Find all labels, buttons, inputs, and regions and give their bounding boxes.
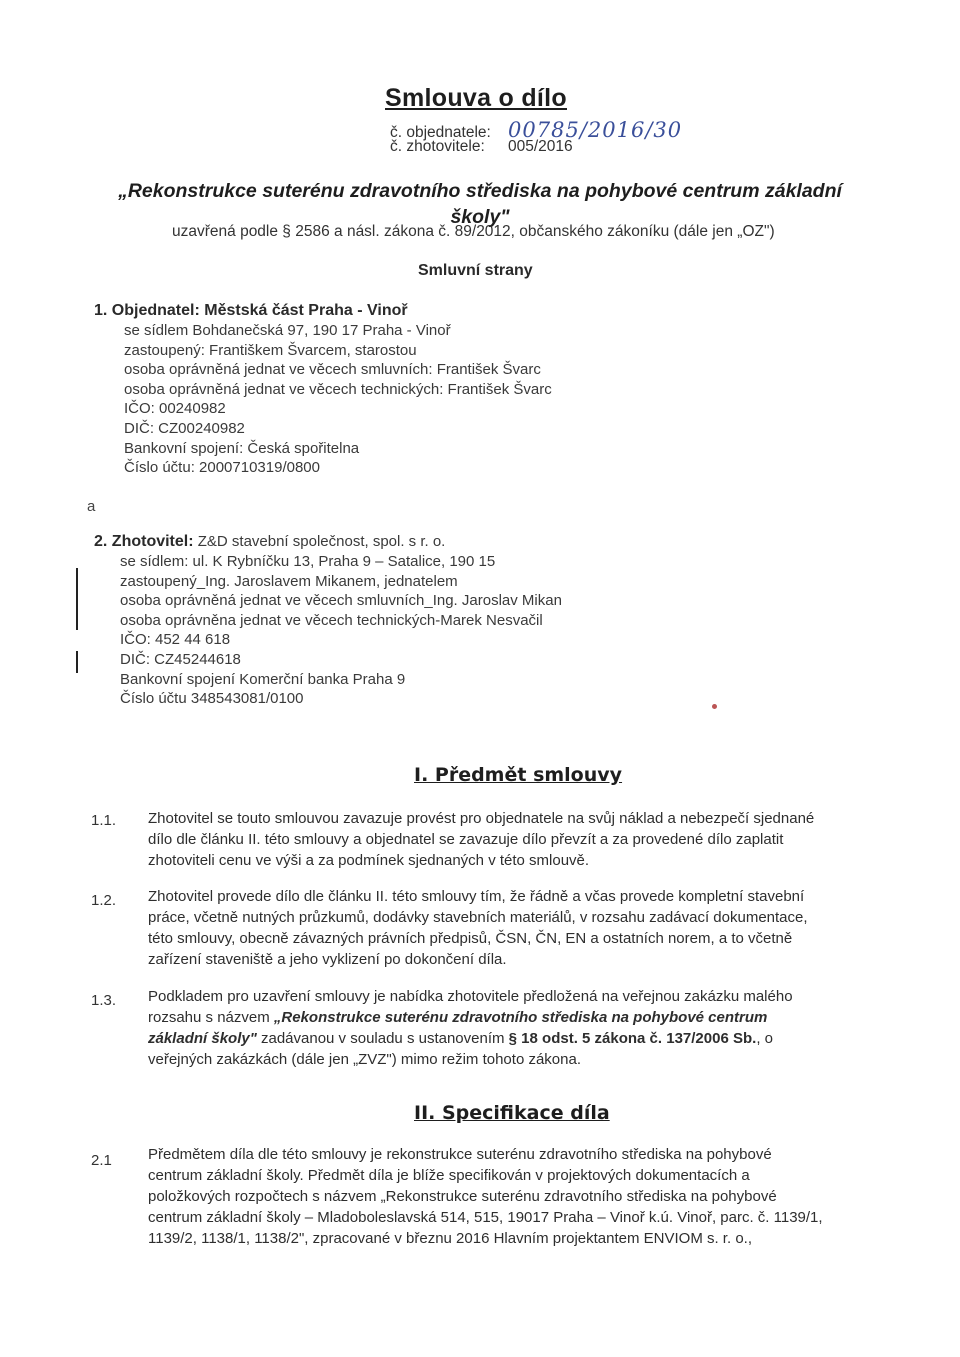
clause-line: centrum základní školy. Předmět díla je blíže specifikován v projektových dokumentacích a [148,1167,750,1184]
clause-number: 1.1. [91,812,117,829]
clause-line: dílo dle článku II. této smlouvy a objednatel se zavazuje dílo převzít a za provedené dílo zaplatit [148,831,784,848]
clause-line: Zhotovitel provede dílo dle článku II. této smlouvy tím, že řádně a včas provede kompletní stavební [148,888,805,905]
party-detail-line: DIČ: CZ00240982 [124,419,245,437]
project-name-end: základní školy" [148,1030,257,1047]
party2-details [120,552,562,709]
clause-line: Podkladem pro uzavření smlouvy je nabídka zhotovitele předložená na veřejnou zakázku malého [148,988,793,1005]
party1-heading: 1. Objednatel: Městská část Praha - Vinoř [94,302,408,319]
clause-line: zhotoviteli cenu ve výši a za podmínek sjednaných v této smlouvě. [148,852,590,869]
clause-text [148,886,873,970]
clause-fragment: , o [756,1030,773,1047]
contractor-number-label: č. zhotovitele: [390,138,485,155]
party-detail-line: zastoupený_Ing. Jaroslavem Mikanem, jednatelem [120,572,458,590]
clause-line: Zhotovitel se touto smlouvou zavazuje provést pro objednatele na svůj náklad a nebezpečí sjednané [148,810,815,827]
clause-line [148,1007,873,1028]
clause-fragment: zadávanou v souladu s ustanovením [256,1030,509,1047]
clause-number: 2.1 [91,1152,112,1169]
subject-line-1: „Rekonstrukce suterénu zdravotního střediska na pohybové centrum základní [118,180,842,202]
party-detail-line: zastoupený: Františkem Švarcem, starostou [124,341,417,359]
party-detail-line: osoba oprávněna jednat ve věcech technických-Marek Nesvačil [120,611,543,629]
clause-number: 1.3. [91,992,117,1009]
party1-details [124,321,552,478]
party2-heading-name: Z&D stavební společnost, spol. s r. o. [193,533,446,550]
client-number-label: č. objednatele: [390,124,491,141]
clause-line: Předmětem díla dle této smlouvy je rekonstrukce suterénu zdravotního střediska na pohybové [148,1146,772,1163]
party-detail-line: DIČ: CZ45244618 [120,650,241,668]
clause-line: centrum základní školy – Mladoboleslavská 514, 515, 19017 Praha – Vinoř k.ú. Vinoř, parc. č. 1139/1, [148,1209,823,1226]
document-title: Smlouva o dílo [385,84,567,112]
clause-line: položkových rozpočtech s názvem „Rekonstrukce suterénu zdravotního střediska na pohybové [148,1188,777,1205]
parties-heading: Smluvní strany [418,262,533,279]
clause-text [148,986,873,1070]
party2-heading [94,533,445,551]
clause-text [148,1144,873,1249]
parties-separator: a [87,498,96,515]
clause-fragment: rozsahu s názvem [148,1009,274,1026]
contractor-number: 005/2016 [508,138,573,155]
clause-number: 1.2. [91,892,117,909]
party-detail-line: IČO: 452 44 618 [120,631,231,649]
section1-heading: I. Předmět smlouvy [414,764,623,786]
margin-line [76,651,78,673]
party2-heading-label: 2. Zhotovitel: [94,533,194,550]
clause-line: 1139/2, 1138/1, 1138/2", zpracované v březnu 2016 Hlavním projektantem ENVIOM s. r. o., [148,1230,752,1247]
clause-text [148,808,873,871]
party-detail-line: Bankovní spojení: Česká spořitelna [124,439,360,457]
party-detail-line: osoba oprávněná jednat ve věcech smluvních: František Švarc [124,361,541,379]
clause-line: zařízení staveniště a jeho vyklizení po dokončení díla. [148,951,507,968]
party-detail-line: osoba oprávněná jednat ve věcech smluvních_Ing. Jaroslav Mikan [120,592,562,610]
contractor-number-row [390,138,573,156]
party-detail-line: Bankovní spojení Komerční banka Praha 9 [120,670,406,688]
client-number-handwritten: 00785/2016/30 [508,118,683,142]
clause-line: veřejných zakázkách (dále jen „ZVZ") mimo režim tohoto zákona. [148,1051,581,1068]
party-detail-line: Číslo účtu: 2000710319/0800 [124,459,320,477]
law-reference: uzavřená podle § 2586 a násl. zákona č. 89/2012, občanského zákoníku (dále jen „OZ") [172,223,775,240]
ink-dot [712,704,717,709]
clause-line: práce, včetně nutných průzkumů, dodávky stavebních materiálů, v rozsahu zadávací dokumentace, [148,909,808,926]
party-detail-line: osoba oprávněná jednat ve věcech technických: František Švarc [124,380,552,398]
project-name: „Rekonstrukce suterénu zdravotního střediska na pohybové centrum [273,1009,768,1026]
law-citation: § 18 odst. 5 zákona č. 137/2006 Sb. [508,1030,757,1047]
party-detail-line: se sídlem: ul. K Rybníčku 13, Praha 9 – Satalice, 190 15 [120,553,496,570]
party-detail-line: IČO: 00240982 [124,400,226,418]
clause-line [148,1028,873,1049]
party-detail-line: se sídlem Bohdanečská 97, 190 17 Praha - Vinoř [124,322,451,339]
clause-line: této smlouvy, obecně závazných právních předpisů, ČSN, ČN, EN a ostatních norem, a to včetně [148,930,793,947]
party-detail-line: Číslo účtu 348543081/0100 [120,690,304,708]
subject-line-2: školy" [450,206,510,228]
section2-heading: II. Specifikace díla [414,1102,610,1124]
margin-line [76,568,78,630]
